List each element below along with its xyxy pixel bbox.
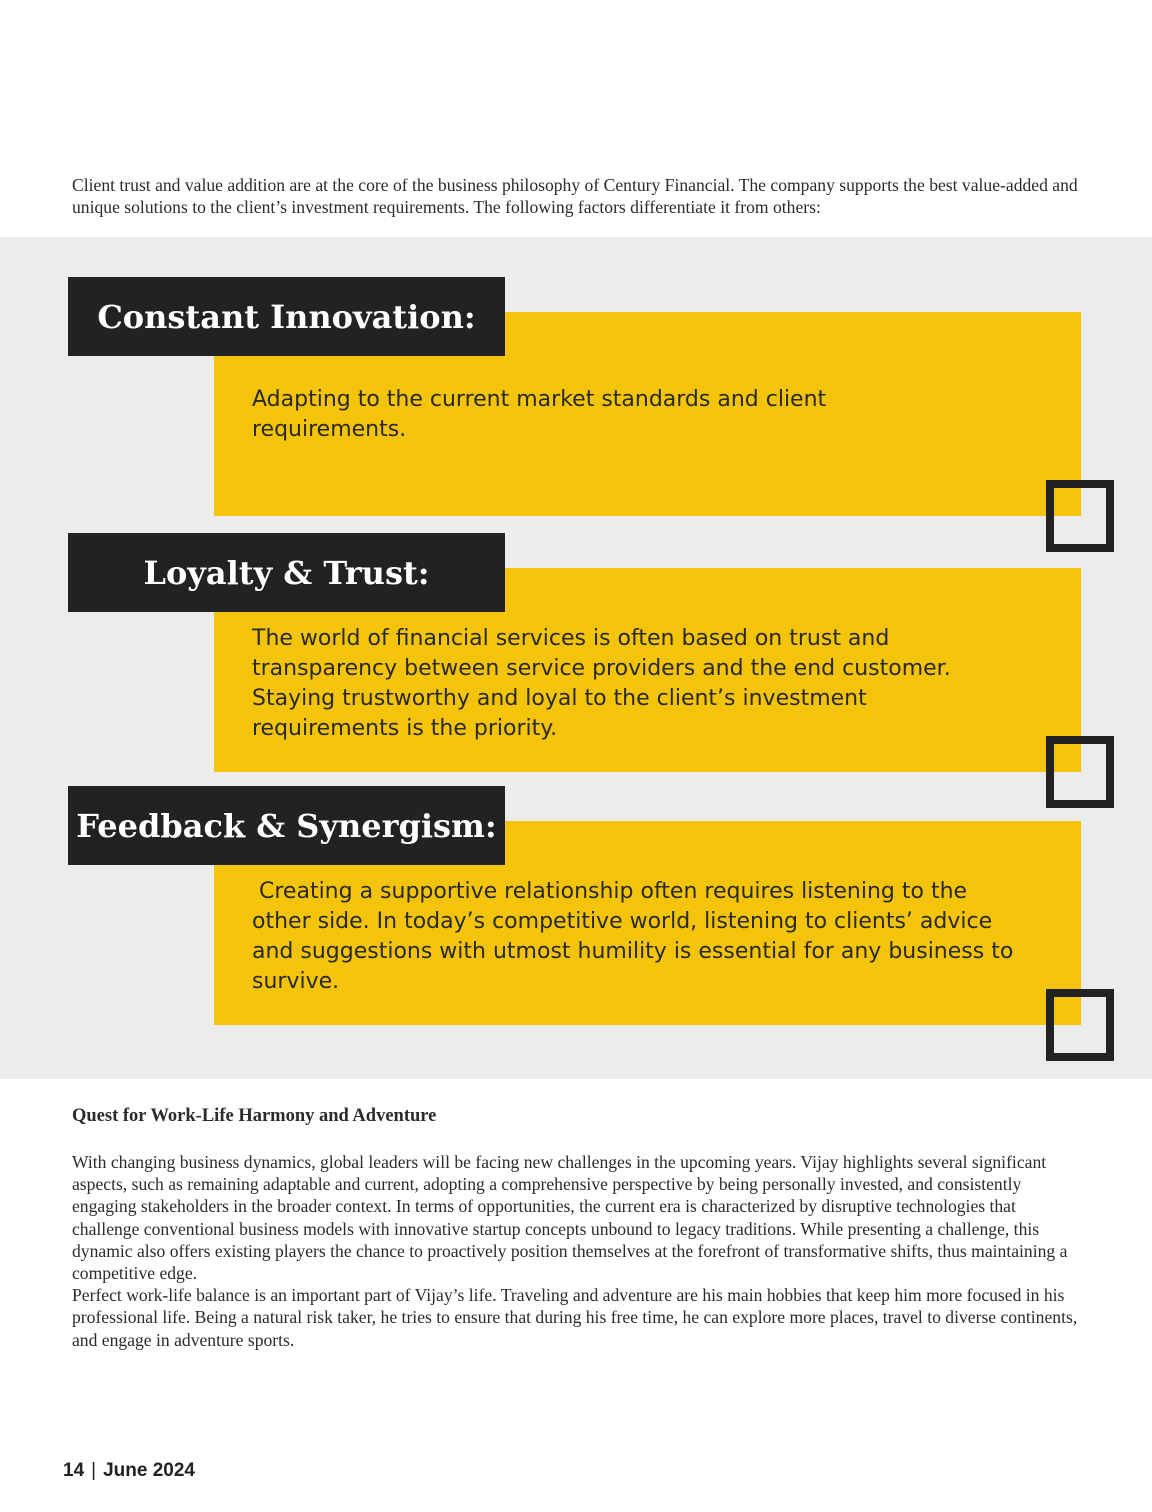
- square-outline-icon: [1046, 989, 1114, 1061]
- body-paragraph: With changing business dynamics, global leaders will be facing new challenges in the upcoming years. Vijay highlights several significant aspects, such as remaining adaptable and current, adopting a comprehensive perspective by being personally invested, and consistently engaging stakeholders in the broader context. In terms of opportunities, the current era is characterized by disruptive technologies that challenge conventional business models with innovative startup concepts unbound to legacy traditions. While presenting a challenge, this dynamic also offers existing players the chance to proactively position themselves at the forefront of transformative shifts, thus maintaining a competitive edge.: [72, 1152, 1068, 1284]
- body-paragraph: Perfect work-life balance is an important part of Vijay’s life. Traveling and adventure are his main hobbies that keep him more focused in his professional life. Being a natural risk taker, he tries to ensure that during his free time, he can explore more places, travel to diverse continents, and engage in adventure sports.: [72, 1285, 1078, 1350]
- page-footer: [63, 1460, 195, 1482]
- section-body: [72, 1151, 1087, 1351]
- feature-card-title-box: [68, 533, 505, 612]
- footer-separator: |: [91, 1460, 97, 1481]
- feature-card-title: Loyalty & Trust:: [143, 553, 430, 592]
- section-heading: Quest for Work-Life Harmony and Adventure: [72, 1106, 437, 1126]
- feature-card-title: Feedback & Synergism:: [76, 806, 497, 845]
- feature-card-title-box: [68, 277, 505, 356]
- intro-paragraph: Client trust and value addition are at the core of the business philosophy of Century Financial. The company supports the best value-added and unique solutions to the client’s investment requirements. The following factors differentiate it from others:: [72, 175, 1078, 217]
- feature-card-constant-innovation: [0, 277, 1152, 567]
- issue-date: June 2024: [103, 1460, 195, 1481]
- feature-card-title-box: [68, 786, 505, 865]
- feature-card-title: Constant Innovation:: [97, 297, 476, 336]
- page-number: 14: [63, 1460, 85, 1481]
- feature-card-text: Creating a supportive relationship often requires listening to the other side. In today’s competitive world, listening to clients’ advice and suggestions with utmost humility is essential for any business to survive.: [252, 879, 1014, 994]
- feature-card-text: Adapting to the current market standards and client requirements.: [252, 387, 827, 442]
- feature-card-text: The world of financial services is often based on trust and transparency between service providers and the end customer. Staying trustworthy and loyal to the client’s investment requirements is the priority.: [252, 626, 951, 741]
- feature-card-feedback-synergism: [0, 786, 1152, 1076]
- feature-card-loyalty-trust: [0, 533, 1152, 823]
